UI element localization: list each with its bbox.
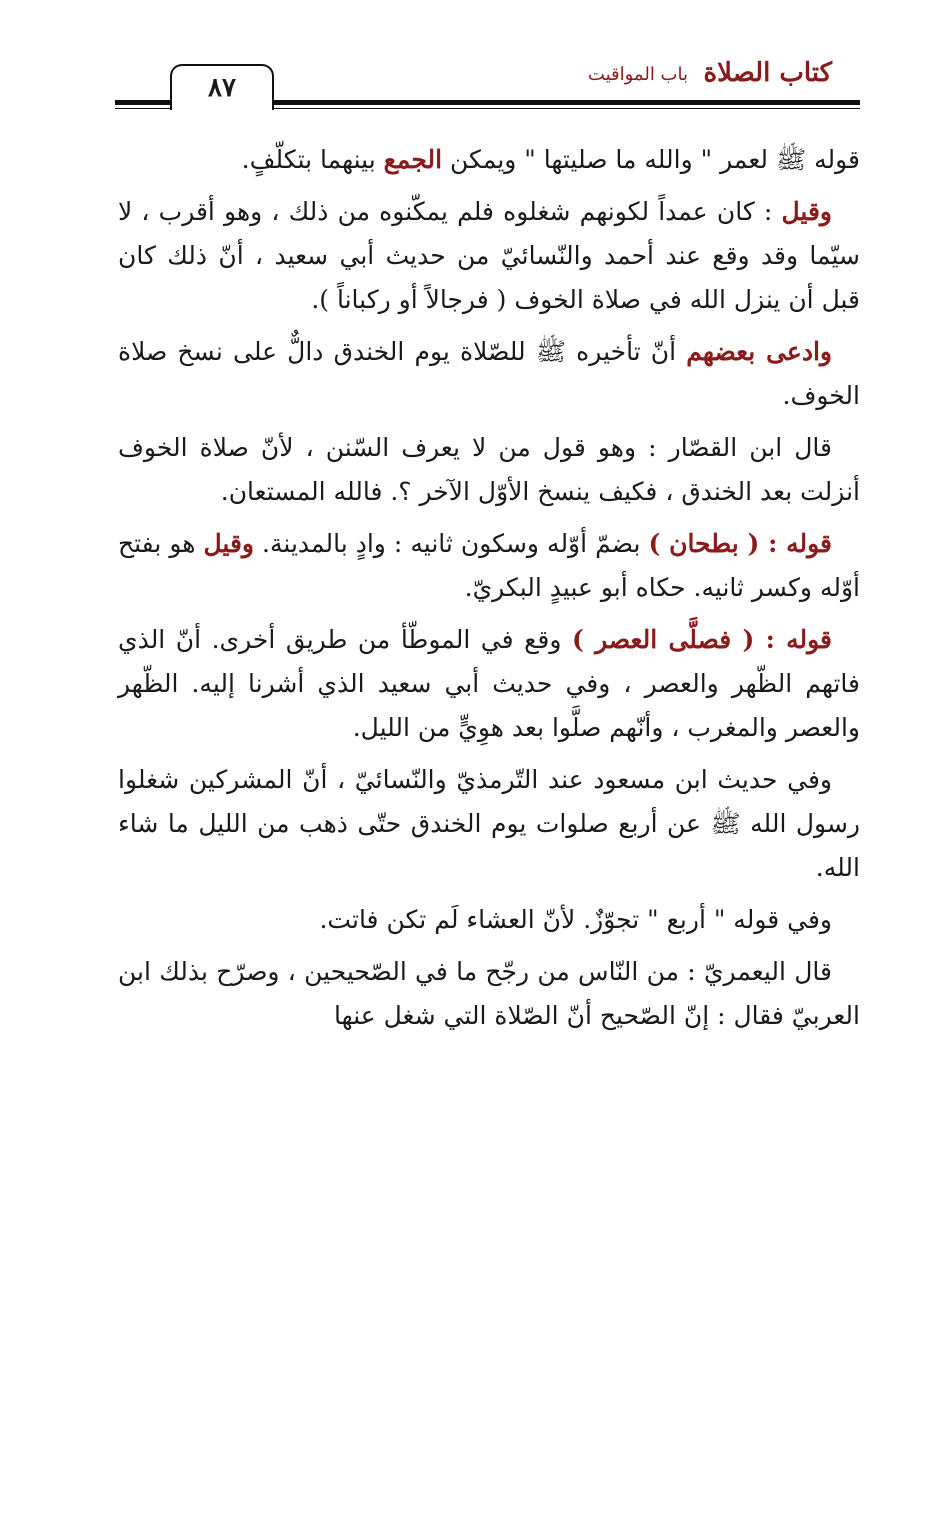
text-segment: وقع في الموطّأ من طريق أخرى. أنّ الذي فاتهم الظّهر والعصر ، وفي حديث أبي سعيد الذي أشرنا إليه. الظّهر والعصر والمغرب ، وأنّهم صلَّوا بعد هوِيٍّ من الليل. bbox=[118, 625, 860, 742]
paragraph bbox=[118, 758, 860, 890]
chapter-title: باب المواقيت bbox=[587, 64, 688, 85]
text-segment: هو بفتح أوّله وكسر ثانيه. حكاه أبو عبيدٍ البكريّ. bbox=[118, 529, 860, 602]
paragraph bbox=[118, 522, 860, 610]
paragraph bbox=[118, 190, 860, 322]
text-segment: وفي قوله " أربع " تجوّزٌ. لأنّ العشاء لَم تكن فاتت. bbox=[319, 905, 832, 934]
highlight-term: وقيل bbox=[203, 529, 254, 558]
text-segment: قال اليعمريّ : من النّاس من رجّح ما في الصّحيحين ، وصرّح بذلك ابن العربيّ فقال : إنّ الصّحيح أنّ الصّلاة التي شغل عنها bbox=[118, 957, 860, 1030]
paragraph bbox=[118, 426, 860, 514]
highlight-term: قوله : ( فصلَّى العصر ) bbox=[571, 625, 832, 654]
page-header bbox=[115, 52, 860, 112]
text-segment: بينهما بتكلّفٍ. bbox=[241, 145, 384, 174]
text-segment: أنّ تأخيره ﷺ للصّلاة يوم الخندق دالٌّ على نسخ صلاة الخوف. bbox=[118, 337, 860, 410]
text-segment: بضمّ أوّله وسكون ثانيه : وادٍ بالمدينة. bbox=[254, 529, 649, 558]
paragraph bbox=[118, 618, 860, 750]
page-number: ٨٧ bbox=[170, 64, 274, 110]
paragraph bbox=[118, 138, 860, 182]
text-segment: قال ابن القصّار : وهو قول من لا يعرف السّنن ، لأنّ صلاة الخوف أنزلت بعد الخندق ، فكيف ينسخ الأوّل الآخر ؟. فالله المستعان. bbox=[118, 433, 860, 506]
paragraph bbox=[118, 330, 860, 418]
highlight-term: قوله : ( بطحان ) bbox=[648, 529, 833, 558]
paragraph bbox=[118, 898, 860, 942]
book-title: كتاب الصلاة bbox=[703, 58, 832, 88]
highlight-term: وقيل bbox=[781, 197, 832, 226]
text-segment: قوله ﷺ لعمر " والله ما صليتها " ويمكن bbox=[442, 145, 860, 174]
page-body bbox=[118, 138, 860, 1046]
paragraph bbox=[118, 950, 860, 1038]
highlight-term: وادعى بعضهم bbox=[686, 337, 832, 366]
text-segment: وفي حديث ابن مسعود عند التّرمذيّ والنّسائيّ ، أنّ المشركين شغلوا رسول الله ﷺ عن أربع صلوات يوم الخندق حتّى ذهب من الليل ما شاء الله. bbox=[118, 765, 860, 882]
highlight-term: الجمع bbox=[383, 145, 443, 174]
text-segment: : كان عمداً لكونهم شغلوه فلم يمكّنوه من ذلك ، وهو أقرب ، لا سيّما وقد وقع عند أحمد والنّسائيّ من حديث أبي سعيد ، أنّ ذلك كان قبل أن ينزل الله في صلاة الخوف ( فرجالاً أو ركباناً ). bbox=[118, 197, 860, 314]
